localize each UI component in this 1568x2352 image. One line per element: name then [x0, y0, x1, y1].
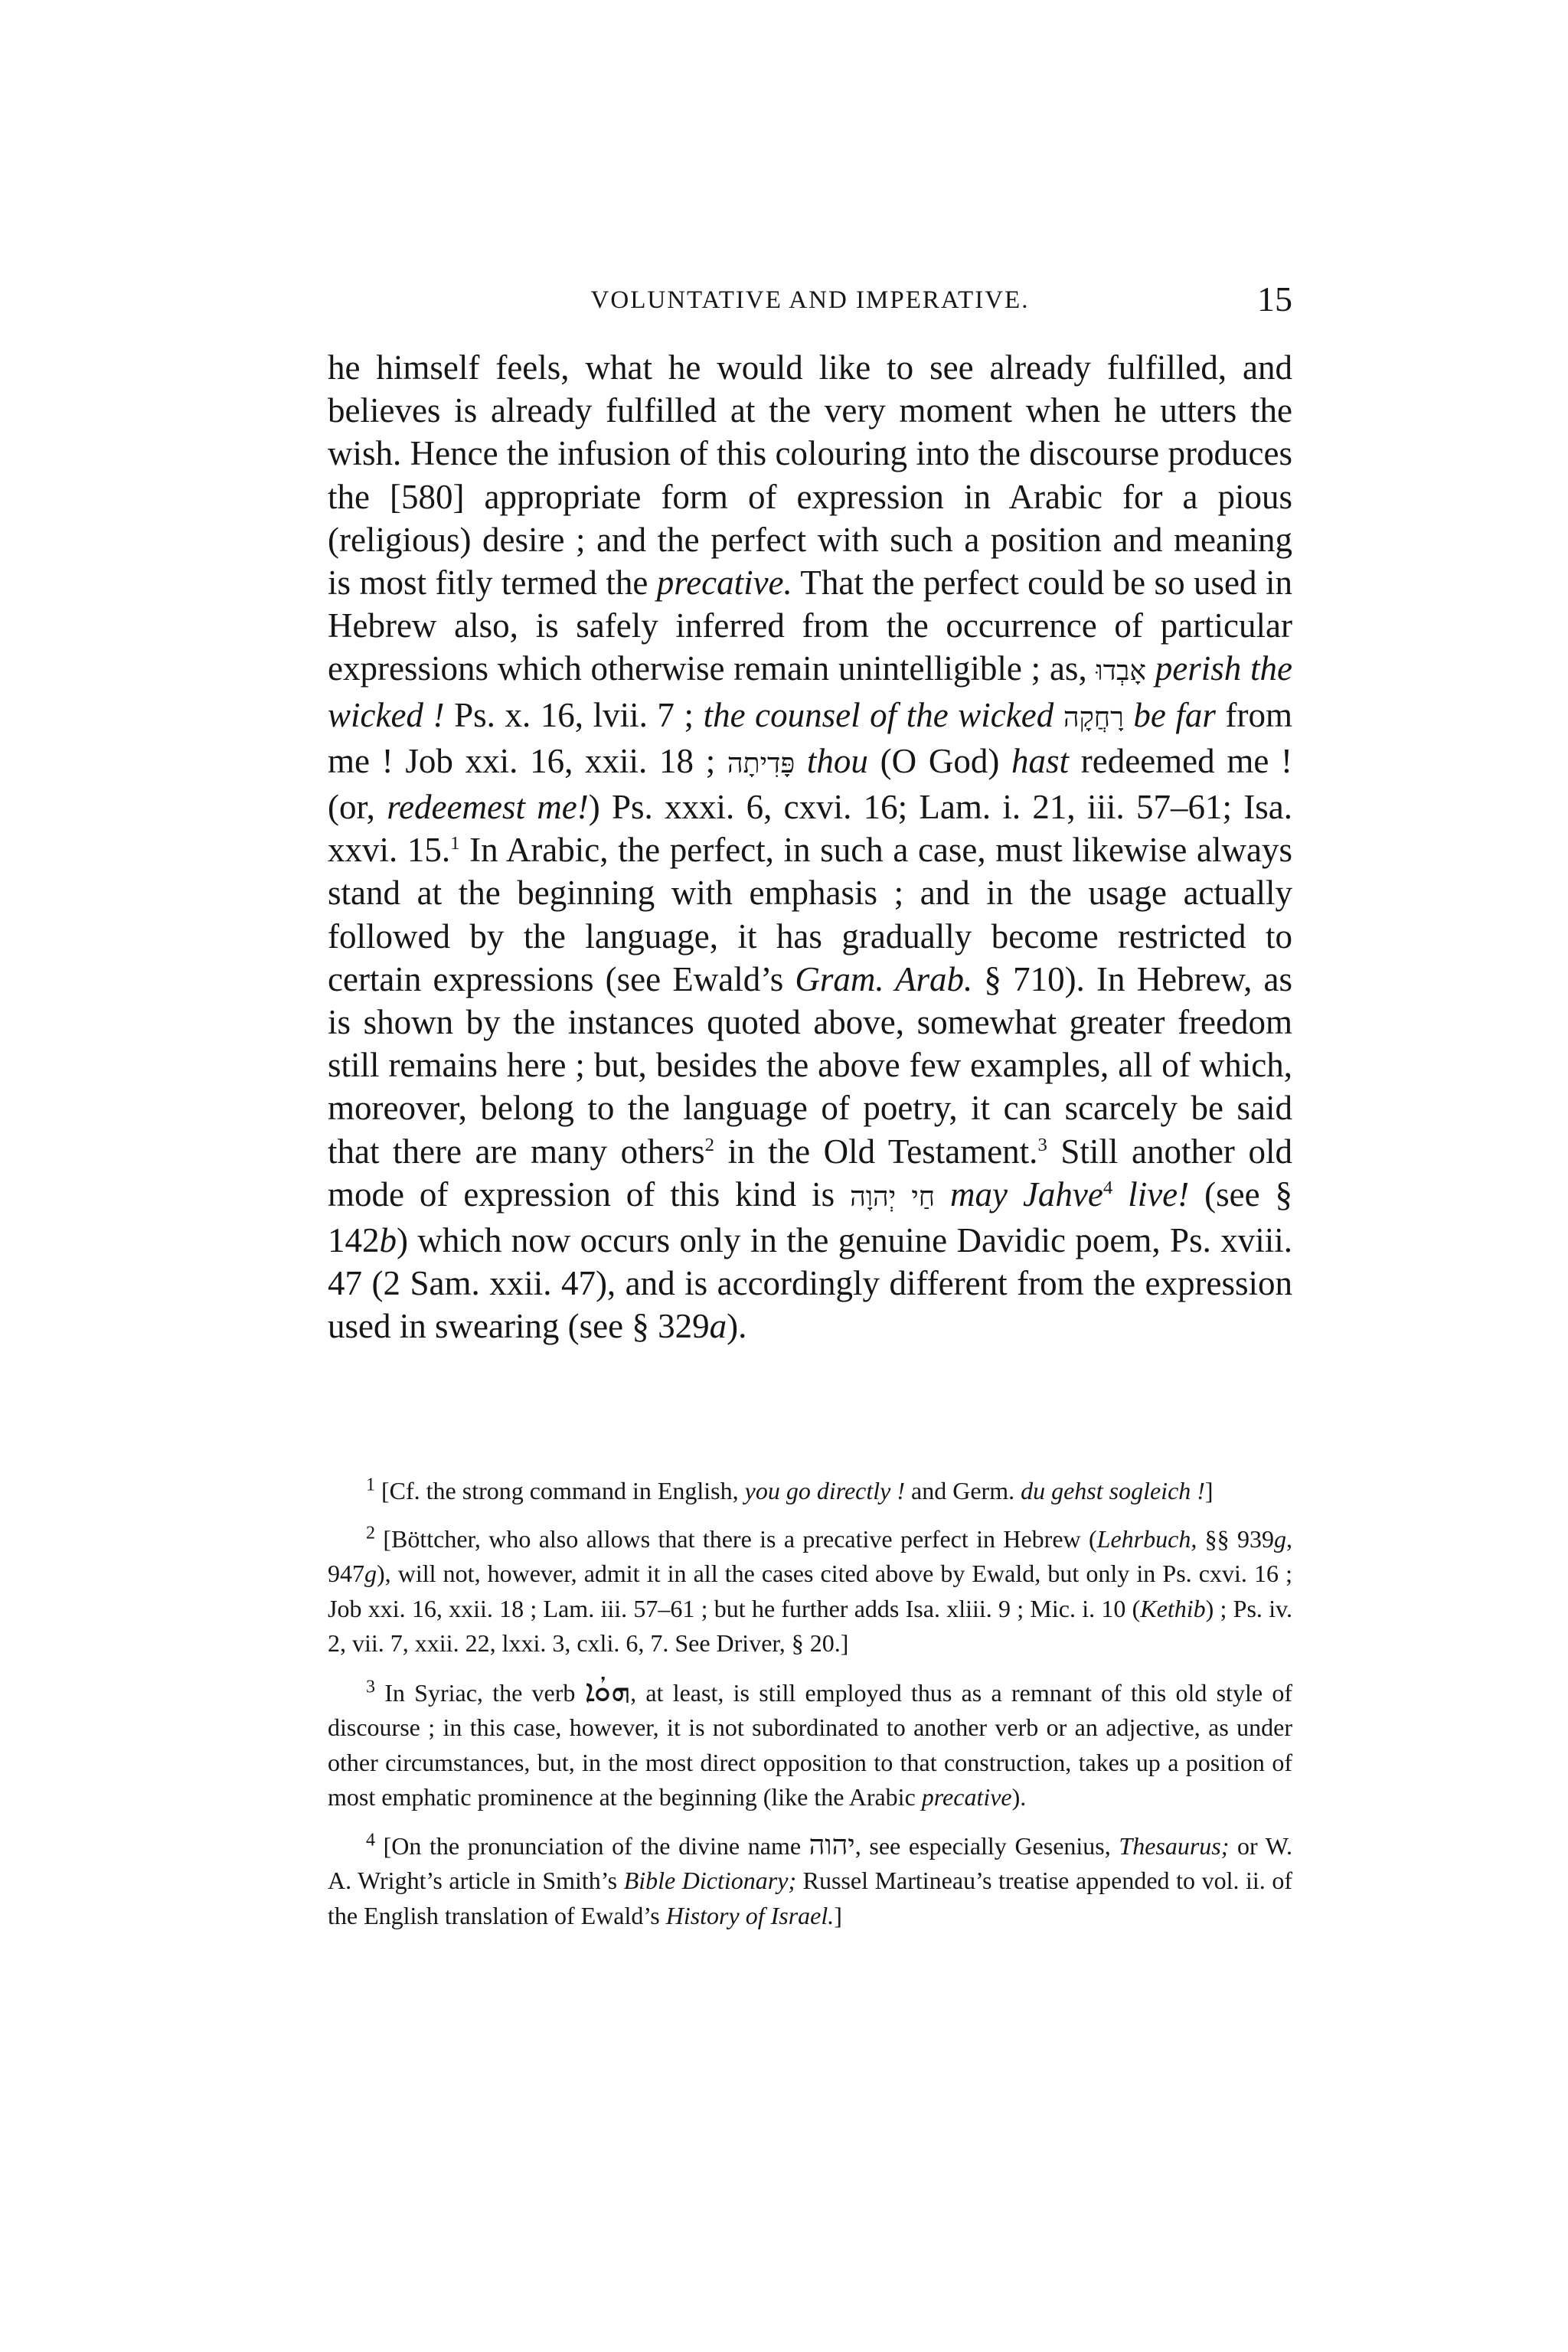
hebrew-word: פָּדִיתָה [727, 747, 795, 779]
section-letter: a [709, 1307, 727, 1346]
text-run: (O God) [867, 741, 1012, 780]
text-run: ). [727, 1307, 747, 1346]
text-run: In Arabic, the perfect, in such a case, must likewise always stand at the beginning with emphasis ; and in the usage actually followed by the language, it has gradually become restricted to certain expressions (see Ewald’s [328, 831, 1292, 998]
section-letter: b [379, 1221, 397, 1260]
section-letter: g [364, 1560, 377, 1587]
text-run: ) Ps. xxxi. 6, cxvi. 16; Lam. i. 21, iii. 57–61; Isa. xxvi. 15. [328, 788, 1293, 870]
text-run: redeemed me ! (or, [328, 741, 1293, 827]
example-phrase: you go directly ! [744, 1477, 906, 1504]
text-run: or W. A. Wright’s article in Smith’s [328, 1831, 1293, 1894]
text-run: §§ 939 [1197, 1524, 1275, 1553]
footnote-ref-1[interactable]: 1 [450, 833, 460, 854]
text-run: ] [834, 1901, 842, 1929]
hebrew-word: רָחֲקָה [1063, 701, 1124, 733]
footnote-number: 1 [366, 1475, 375, 1495]
gloss: the counsel of the wicked [703, 695, 1063, 734]
gloss: may Jahve [935, 1174, 1103, 1214]
hebrew-word: אָבְדוּ [1096, 655, 1146, 688]
gloss: live! [1112, 1174, 1190, 1214]
page-number: 15 [1257, 279, 1292, 318]
text-run: [On the pronunciation of the divine name [375, 1831, 809, 1860]
text-run: [Cf. the strong command in English, [375, 1477, 745, 1504]
footnote-number: 2 [366, 1522, 375, 1543]
footnote-ref-2[interactable]: 2 [704, 1134, 714, 1155]
gloss: be far [1123, 695, 1216, 734]
text-run: Still another old mode of expression of this kind is [328, 1132, 1292, 1214]
text-run: § 710). In Hebrew, as is shown by the instances quoted above, somewhat greater freedom still remains here ; but, besides the above few examples, all of which, moreover, belong to the language of poetry, it can scarcely be said that there are many others [328, 959, 1292, 1171]
gloss: thou [795, 741, 868, 780]
footnote-3 [328, 1674, 1292, 1815]
footnote-ref-3[interactable]: 3 [1037, 1134, 1047, 1155]
text-run: from me ! Job xxi. 16, xxii. 18 ; [328, 695, 1292, 780]
gloss: redeemest me! [387, 788, 589, 827]
text-run: , at least, is still employed thus as a remnant of this old style of discourse ; in this case, however, it is not subordinated to another verb or an adjective, as under other circumstances, but, in the most direct opposition to that construction, takes up a position of most emphatic prominence at the beginning (like the Arabic [328, 1678, 1293, 1811]
gloss: perish the wicked ! [328, 649, 1292, 734]
text-run: In Syriac, the verb [375, 1678, 585, 1707]
hebrew-word: חַי יְהוָה [850, 1181, 936, 1213]
page-header [328, 279, 1292, 325]
text-run: [Böttcher, who also allows that there is a precative perfect in Hebrew ( [375, 1524, 1097, 1553]
text-run: in the Old Testament. [714, 1132, 1038, 1171]
footnote-1 [328, 1474, 1292, 1509]
text-run: ), will not, however, admit it in all the cases cited above by Ewald, but only in Ps. cxvi. 16 ; Job xxi. 16, xxii. 18 ; Lam. iii. 57–61 ; but he further adds Isa. xliii. 9 ; Mic. i. 10 ( [328, 1560, 1292, 1622]
text-run: ) which now occurs only in the genuine Davidic poem, Ps. xviii. 47 (2 Sam. xxii. 47), and is accordingly different from the expression used in swearing (see § 329 [328, 1221, 1292, 1346]
citation-title: Thesaurus; [1119, 1831, 1230, 1860]
citation-title: Bible Dictionary; [623, 1867, 797, 1894]
footnote-ref-4[interactable]: 4 [1102, 1177, 1113, 1198]
text-run: (see § 142 [328, 1174, 1292, 1260]
running-title: VOLUNTATIVE AND IMPERATIVE. [590, 286, 1030, 314]
footnote-number: 3 [366, 1676, 375, 1697]
citation-title: History of Israel. [665, 1901, 835, 1929]
footnote-4 [328, 1828, 1292, 1934]
syriac-word: ܗܘܳܐ [584, 1673, 631, 1709]
text-run: and Germ. [905, 1477, 1021, 1504]
citation-title: Kethib [1140, 1594, 1206, 1622]
text-run: ] [1204, 1477, 1214, 1504]
text-run: ) ; Ps. iv. 2, vii. 7, xxii. 22, lxxi. 3, cxli. 6, 7. See Driver, § 20.] [328, 1594, 1293, 1657]
term-precative: precative [921, 1783, 1012, 1811]
main-paragraph [328, 346, 1292, 1348]
text-run: , 947 [328, 1524, 1293, 1587]
hebrew-word: יהוה [808, 1829, 855, 1861]
footnotes [328, 1474, 1292, 1946]
text-run: ). [1011, 1783, 1027, 1811]
text-run: , see especially Gesenius, [854, 1831, 1119, 1860]
text-run: he himself feels, what he would like to see already fulfilled, and believes is already fulfilled at the very moment when he utters the wish. Hence the infusion of this colouring into the discourse produces the [580] appropriate form of expression in Arabic for a pious (religious) desire ; and the perfect with such a position and meaning is most fitly termed the [328, 348, 1292, 603]
section-letter: g [1274, 1524, 1287, 1553]
citation-title: Lehrbuch, [1096, 1524, 1197, 1553]
text-run: Russel Martineau’s treatise appended to vol. ii. of the English translation of Ewald’s [328, 1867, 1293, 1929]
text-run: Ps. x. 16, lvii. 7 ; [444, 695, 704, 734]
text-run: That the perfect could be so used in Hebrew also, is safely inferred from the occurrence of particular expressions which otherwise remain unintelligible ; as, [328, 564, 1292, 688]
citation-title: Gram. Arab. [795, 959, 973, 998]
term-precative: precative. [656, 564, 792, 603]
footnote-number: 4 [366, 1829, 375, 1850]
example-phrase: du gehst sogleich ! [1021, 1477, 1205, 1504]
gloss: hast [1011, 741, 1070, 780]
footnote-2 [328, 1522, 1292, 1661]
